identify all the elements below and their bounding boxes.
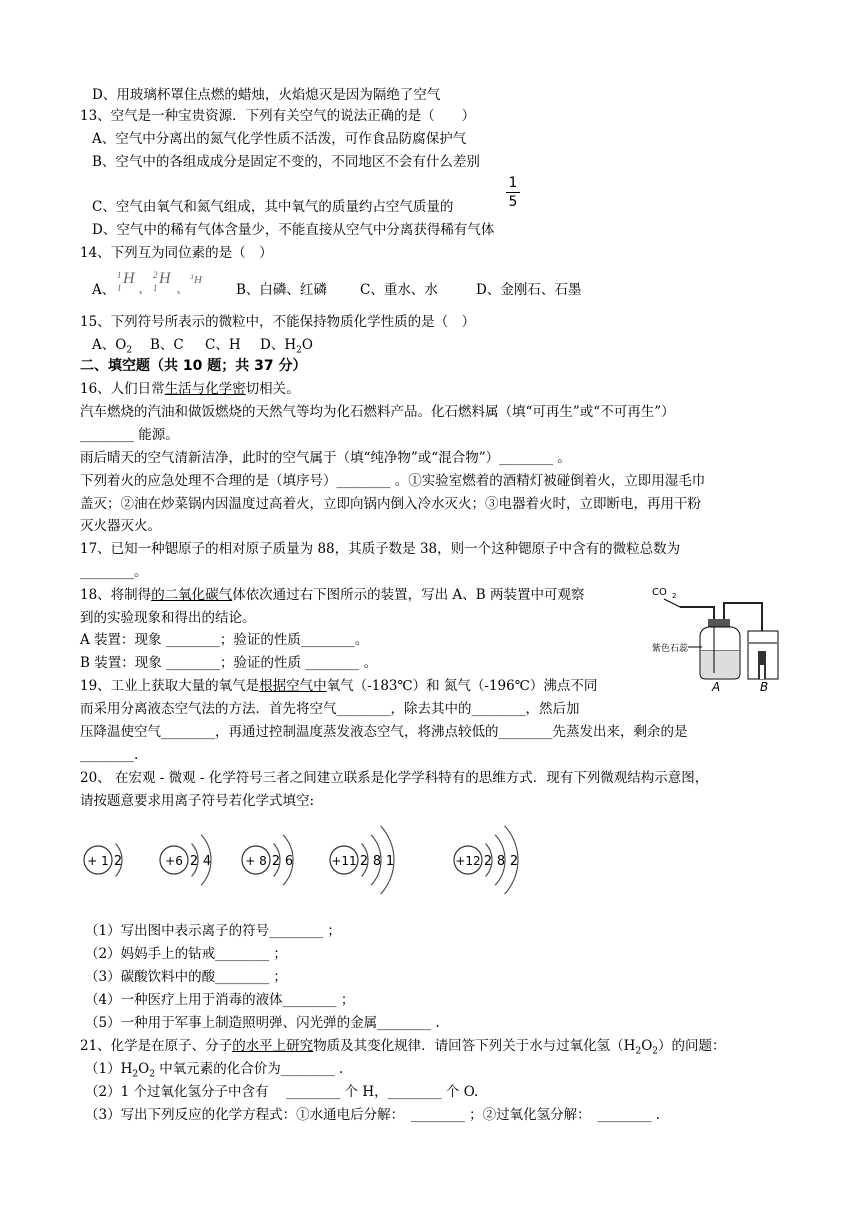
q18-line-3: A 装置：现象 ________；验证的性质________。	[80, 632, 369, 648]
q19-line-3: 压降温使空气________，再通过控制温度蒸发液态空气，将沸点较低的________先蒸发出来，剩余的是	[80, 724, 688, 740]
nucleus-charge: + 8	[245, 854, 267, 868]
q20-part-4: （4）一种医疗上用于消毒的液体________ ；	[85, 992, 355, 1008]
q19-line-1: 19、工业上获取大量的氧气是根据空气中氧气（-183℃）和 氮气（-196℃）沸点不同	[80, 678, 598, 694]
svg-text:2: 2	[672, 592, 677, 600]
atom-diagram-2	[160, 835, 211, 885]
fig-litmus-label: 紫色石蕊	[652, 644, 689, 654]
co2-apparatus-figure	[650, 581, 790, 693]
q17-line-2: ________。	[80, 564, 148, 580]
shell-electron-count: 8	[496, 854, 506, 869]
fig-co2-label: CO	[652, 587, 667, 598]
q15-option-d: D、$H_2O$	[260, 337, 313, 356]
q21-part-3: （3）写出下列反应的化学方程式：①水通电后分解： ________ ；②过氧化氢分解： ________ .	[85, 1107, 660, 1123]
q13-option-d: D、空气中的稀有气体含量少，不能直接从空气中分离获得稀有气体	[92, 222, 495, 238]
q20-line-2: 请按题意要求用离子符号若化学式填空:	[80, 793, 315, 809]
q13-option-c: C、空气由氧气和氮气组成，其中氧气的质量约占空气质量的	[92, 199, 454, 215]
q19-line-4: ________.	[80, 747, 139, 763]
q17-line-1: 17、已知一种锶原子的相对原子质量为 88，其质子数是 38，则一个这种锶原子中含有的微粒总数为	[80, 541, 681, 557]
atom-diagram-1	[84, 844, 122, 877]
shell-electron-count: 2	[113, 854, 123, 869]
shell-electron-count: 2	[359, 854, 369, 869]
q15-option-c: C、H	[205, 337, 241, 353]
q13-option-a: A、空气中分离出的氮气化学性质不活泼，可作食品防腐保护气	[92, 131, 467, 147]
q21-part-2: （2）1 个过氧化氢分子中含有 ________ 个 H，________ 个 O.	[85, 1084, 479, 1100]
shell-electron-count: 6	[284, 854, 294, 869]
q20-part-1: （1）写出图中表示离子的符号________ ；	[85, 923, 341, 939]
fig-label-a: A	[712, 680, 721, 693]
atom-diagram-3	[242, 835, 293, 885]
q16-line-6: 灭火器灭火。	[80, 518, 161, 534]
q16-stem: 16、人们日常生活与化学密切相关。	[80, 381, 300, 397]
q14-option-a-prefix: A、	[92, 282, 116, 298]
q20-part-2: （2）妈妈手上的钻戒________ ；	[85, 946, 287, 962]
q16-line-2: ________ 能源。	[80, 427, 179, 443]
shell-electron-count: 1	[385, 854, 395, 869]
q14-option-c: C、重水、水	[360, 282, 438, 298]
q13-option-b: B、空气中的各组成成分是固定不变的，不同地区不会有什么差别	[92, 154, 480, 170]
q20-part-3: （3）碳酸饮料中的酸________ ；	[85, 969, 287, 985]
q18-line-2: 到的实验现象和得出的结论。	[80, 610, 256, 626]
atom-diagram-4	[330, 826, 394, 894]
q19-line-2: 而采用分离液态空气法的方法．首先将空气________，除去其中的________，然后加	[80, 701, 580, 717]
nucleus-charge: +11	[331, 854, 357, 868]
section-heading: 二、填空题（共 10 题；共 37 分）	[80, 358, 307, 374]
q14-stem: 14、下列互为同位素的是（ ）	[80, 245, 273, 261]
q21-part-1: $(1)H_2O_2$ 中氧元素的化合价为________ .	[85, 1061, 344, 1080]
nucleus-charge: +6	[165, 854, 183, 868]
q20-line-1: 20、 在宏观 - 微观 - 化学符号三者之间建立联系是化学学科特有的思维方式．现有下列微观结构示意图，	[80, 770, 709, 786]
q15-option-b: B、C	[150, 337, 184, 353]
q12-option-d: D、用玻璃杯罩住点燃的蜡烛，火焰熄灭是因为隔绝了空气	[92, 87, 441, 103]
q16-line-3: 雨后晴天的空气清新洁净，此时的空气属于（填“纯净物”或“混合物”）________ 。	[80, 450, 571, 466]
shell-electron-count: 8	[372, 854, 382, 869]
fraction-one-fifth: 1 5	[506, 175, 520, 210]
shell-electron-count: 2	[509, 854, 519, 869]
atomic-structure-diagrams	[76, 808, 536, 912]
q15-option-a: A、$O_2$	[92, 337, 133, 356]
fig-label-b: B	[760, 680, 769, 693]
atom-diagram-5	[454, 826, 518, 894]
q16-line-4: 下列着火的应急处理不合理的是（填序号）________ 。①实验室燃着的酒精灯被碰倒着火，立即用湿毛巾	[80, 473, 706, 489]
shell-electron-count: 2	[189, 854, 199, 869]
shell-electron-count: 2	[271, 854, 281, 869]
q14-option-b: B、白磷、红磷	[236, 282, 327, 298]
q14-option-d: D、金刚石、石墨	[476, 282, 582, 298]
q15-stem: 15、下列符号所表示的微粒中，不能保持物质化学性质的是（ ）	[80, 314, 476, 330]
shell-electron-count: 2	[483, 854, 493, 869]
q18-line-4: B 装置：现象 ________；验证的性质 ________ 。	[80, 655, 378, 671]
q21-line-1: 21、化学是在原子、分子的水平上研究物质及其变化规律．请回答下列关于水与过氧化氢$(H_2O_2)$的问题：	[80, 1038, 726, 1057]
nucleus-charge: + 1	[87, 854, 109, 868]
q13-stem: 13、空气是一种宝贵资源．下列有关空气的说法正确的是（ ）	[80, 108, 476, 124]
q18-line-1: 18、将制得的二氧化碳气体依次通过右下图所示的装置，写出 A、B 两装置中可观察	[80, 587, 585, 603]
shell-electron-count: 4	[202, 854, 212, 869]
q16-line-1: 汽车燃烧的汽油和做饭燃烧的天然气等均为化石燃料产品。化石燃料属（填“可再生”或“不可再生”）	[80, 404, 675, 420]
q16-line-5: 盖灭；②油在炒菜锅内因温度过高着火，立即向锅内倒入冷水灭火；③电器着火时，立即断电，再用干粉	[80, 496, 701, 512]
nucleus-charge: +12	[455, 854, 481, 868]
q20-part-5: （5）一种用于军事上制造照明弹、闪光弹的金属________ .	[85, 1015, 440, 1031]
